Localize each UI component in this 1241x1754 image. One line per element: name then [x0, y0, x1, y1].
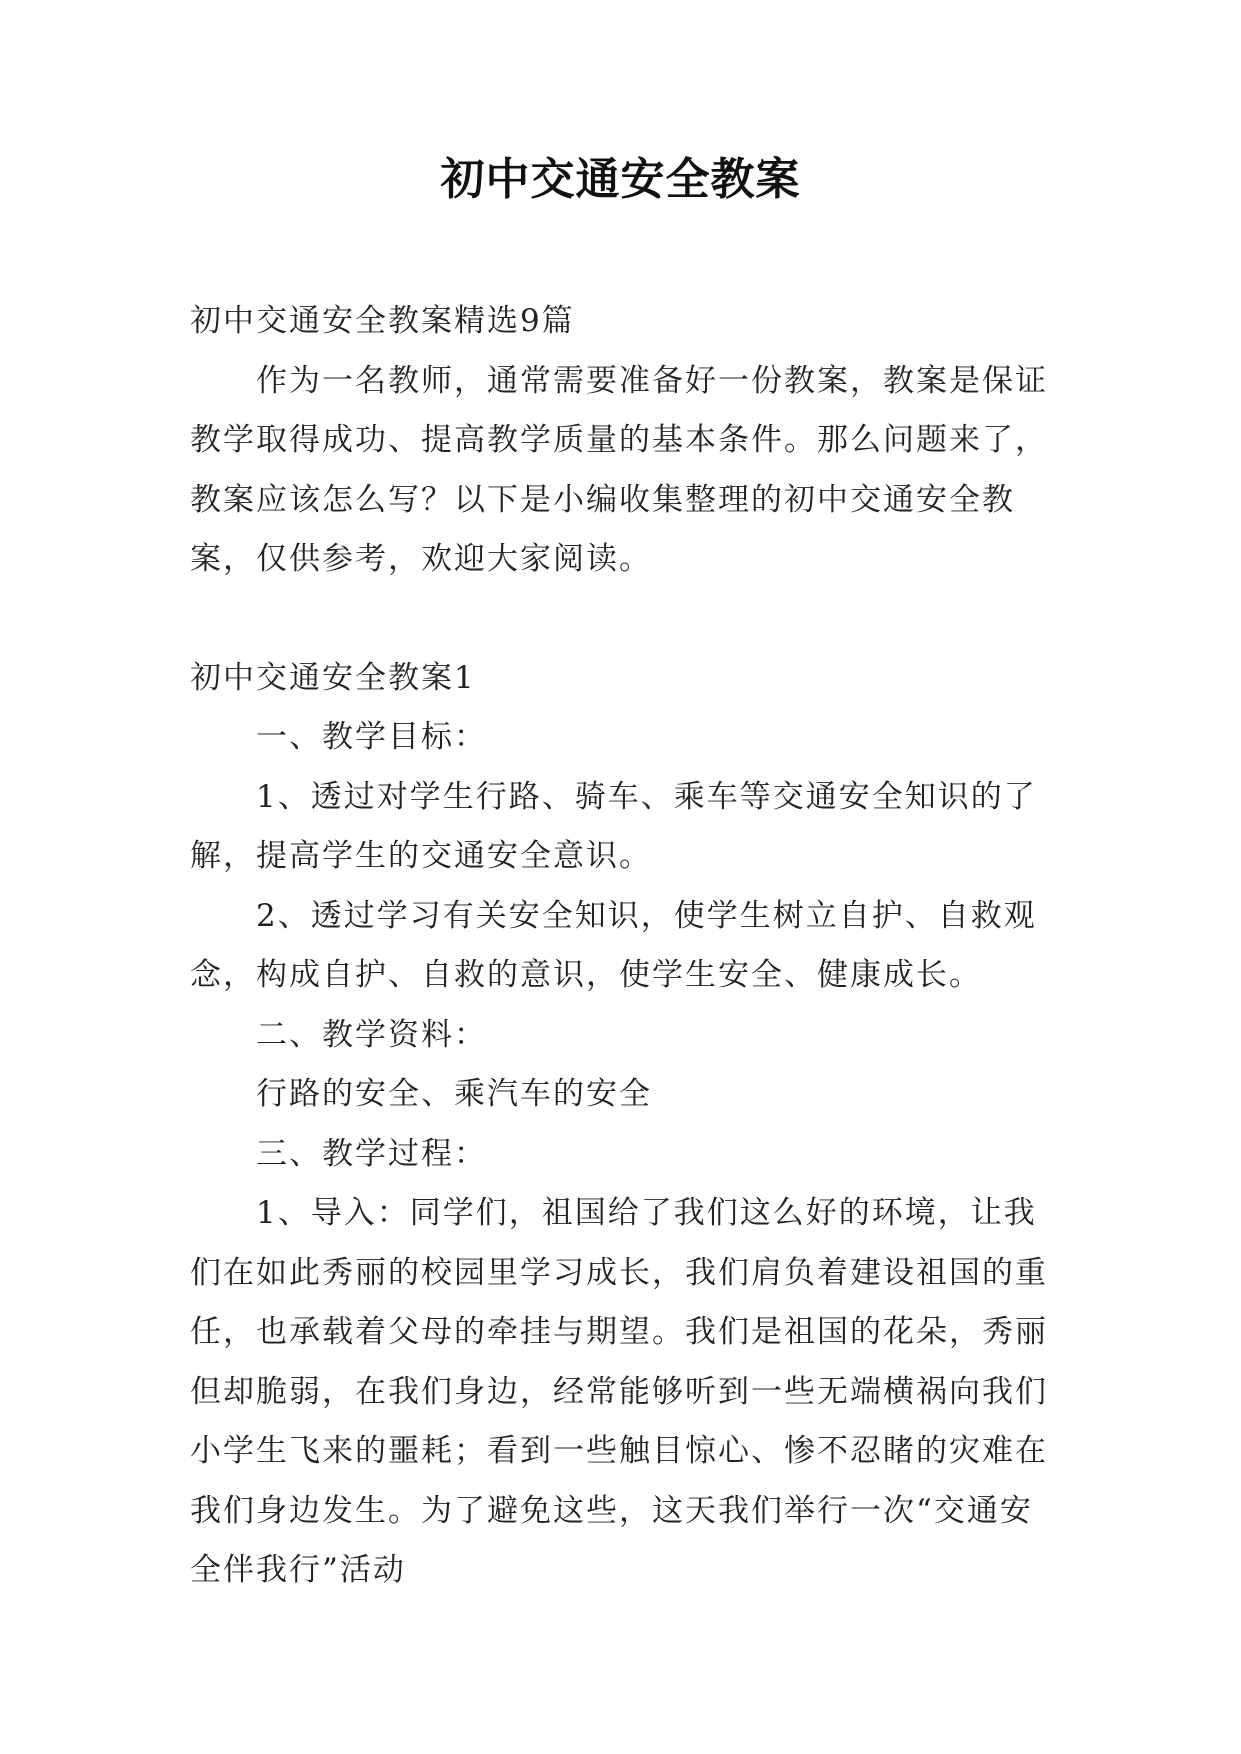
- section-heading: 初中交通安全教案1: [190, 659, 476, 696]
- document-body: [190, 292, 1052, 1601]
- section-paragraph: 1、透过对学生行路、骑车、乘车等交通安全知识的了解，提高学生的交通安全意识。: [190, 778, 1037, 874]
- paragraph-spacer: [190, 590, 1052, 649]
- section-paragraph: 二、教学资料：: [256, 1016, 487, 1053]
- document-title: 初中交通安全教案: [440, 154, 801, 205]
- document-subtitle: 初中交通安全教案精选9篇: [190, 303, 575, 339]
- section-paragraph: 三、教学过程：: [256, 1135, 487, 1172]
- section-paragraph: 1、导入：同学们，祖国给了我们这么好的环境，让我们在如此秀丽的校园里学习成长，我们肩负着建设祖国的重任，也承载着父母的牵挂与期望。我们是祖国的花朵，秀丽但却脆弱，在我们身边，经常能够听到一些无端横祸向我们小学生飞来的噩耗；看到一些触目惊心、惨不忍睹的灾难在我们身边发生。为了避免这些，这天我们举行一次“交通安全伴我行”活动: [190, 1195, 1048, 1588]
- section-paragraph: 2、透过学习有关安全知识，使学生树立自护、自救观念，构成自护、自救的意识，使学生安全、健康成长。: [190, 897, 1037, 993]
- section-paragraph: 一、教学目标：: [256, 719, 487, 755]
- section-paragraph: 行路的安全、乘汽车的安全: [256, 1076, 652, 1112]
- intro-paragraph: 作为一名教师，通常需要准备好一份教案，教案是保证教学取得成功、提高教学质量的基本条件。那么问题来了，教案应该怎么写？以下是小编收集整理的初中交通安全教案，仅供参考，欢迎大家阅读。: [190, 362, 1048, 577]
